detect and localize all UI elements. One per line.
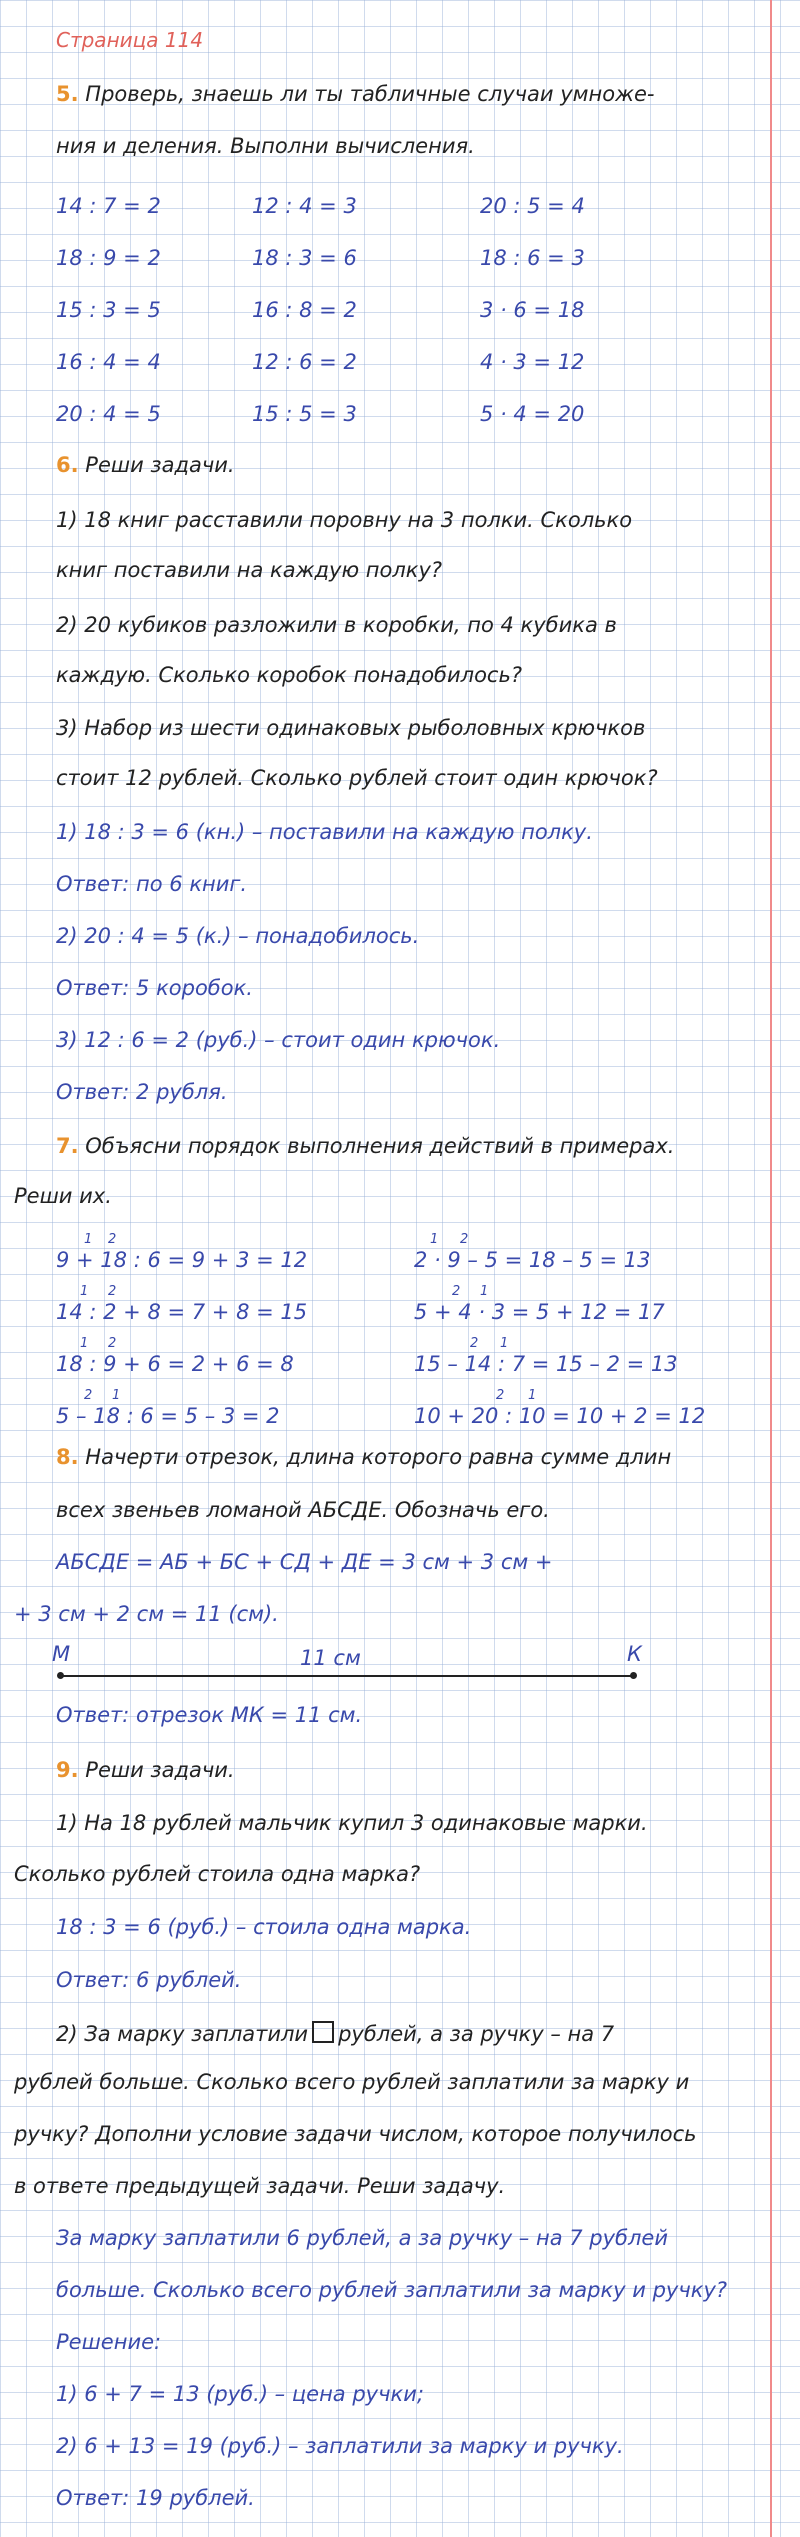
task5-text-line2: ния и деления. Выполни вычисления. xyxy=(56,134,475,158)
task7-left-expression: 18 : 9 + 6 = 2 + 6 = 8 xyxy=(56,1352,294,1376)
task9-step2: 2) 6 + 13 = 19 (руб.) – заплатили за марку и ручку. xyxy=(56,2434,624,2458)
task6-solution1: 1) 18 : 3 = 6 (кн.) – поставили на каждую полку. xyxy=(56,820,593,844)
task5-example: 18 : 6 = 3 xyxy=(480,246,585,270)
task8-text-line2: всех звеньев ломаной АБСДЕ. Обозначь его. xyxy=(56,1498,550,1522)
task9-problem2-line3: ручку? Дополни условие задачи числом, которое получилось xyxy=(14,2122,697,2146)
task8-answer: Ответ: отрезок МК = 11 см. xyxy=(56,1703,363,1727)
task9-problem2-line4: в ответе предыдущей задачи. Реши задачу. xyxy=(14,2174,506,2198)
task7-text-line2: Реши их. xyxy=(14,1184,112,1208)
task7-left-expression: 14 : 2 + 8 = 7 + 8 = 15 xyxy=(56,1300,308,1324)
task9-solution2-line1: За марку заплатили 6 рублей, а за ручку – на 7 рублей xyxy=(56,2226,668,2250)
action-order-number: 2 xyxy=(452,1284,461,1299)
task8-text-line1: 8. Начерти отрезок, длина которого равна сумме длин xyxy=(56,1445,672,1469)
segment-point-k xyxy=(630,1672,637,1679)
task5-example: 16 : 8 = 2 xyxy=(252,298,357,322)
task7-right-expression: 10 + 20 : 10 = 10 + 2 = 12 xyxy=(414,1404,706,1428)
task9-number: 9. xyxy=(56,1758,79,1782)
task8-solution-line2: + 3 см + 2 см = 11 (см). xyxy=(14,1602,279,1626)
action-order-number: 1 xyxy=(528,1388,537,1403)
task7-right-expression: 15 – 14 : 7 = 15 – 2 = 13 xyxy=(414,1352,678,1376)
task5-example: 5 · 4 = 20 xyxy=(480,402,585,426)
task9-problem2-line1: 2) За марку заплатили рублей, а за ручку – на 7 xyxy=(56,2022,615,2046)
task6-answer1: Ответ: по 6 книг. xyxy=(56,872,248,896)
task9-title: 9. Реши задачи. xyxy=(56,1758,235,1782)
task5-example: 20 : 5 = 4 xyxy=(480,194,585,218)
task9-problem1-line2: Сколько рублей стоила одна марка? xyxy=(14,1862,421,1886)
task6-answer2: Ответ: 5 коробок. xyxy=(56,976,253,1000)
task5-example: 4 · 3 = 12 xyxy=(480,350,585,374)
segment-length-label: 11 см xyxy=(300,1646,361,1670)
task9-step1: 1) 6 + 7 = 13 (руб.) – цена ручки; xyxy=(56,2382,424,2406)
task5-example: 14 : 7 = 2 xyxy=(56,194,161,218)
task5-example: 12 : 4 = 3 xyxy=(252,194,357,218)
task5-example: 12 : 6 = 2 xyxy=(252,350,357,374)
page-title: Страница 114 xyxy=(56,28,204,52)
task5-example: 3 · 6 = 18 xyxy=(480,298,585,322)
task5-example: 20 : 4 = 5 xyxy=(56,402,161,426)
task5-number: 5. xyxy=(56,82,79,106)
action-order-number: 2 xyxy=(108,1232,117,1247)
action-order-number: 2 xyxy=(84,1388,93,1403)
task5-example: 18 : 3 = 6 xyxy=(252,246,357,270)
task6-answer3: Ответ: 2 рубля. xyxy=(56,1080,228,1104)
task9-problem2-line2: рублей больше. Сколько всего рублей заплатили за марку и xyxy=(14,2070,690,2094)
segment-end-label: К xyxy=(627,1642,642,1666)
action-order-number: 1 xyxy=(80,1284,89,1299)
action-order-number: 1 xyxy=(80,1336,89,1351)
task6-number: 6. xyxy=(56,453,79,477)
task5-example: 15 : 3 = 5 xyxy=(56,298,161,322)
task7-number: 7. xyxy=(56,1134,79,1158)
solution-label: Решение: xyxy=(56,2330,162,2354)
action-order-number: 2 xyxy=(470,1336,479,1351)
page-margin-line xyxy=(770,0,772,2537)
action-order-number: 2 xyxy=(108,1284,117,1299)
action-order-number: 2 xyxy=(496,1388,505,1403)
task8-solution-line1: АБСДЕ = АБ + БС + СД + ДЕ = 3 см + 3 см + xyxy=(56,1550,553,1574)
task7-right-expression: 5 + 4 · 3 = 5 + 12 = 17 xyxy=(414,1300,665,1324)
task6-solution3: 3) 12 : 6 = 2 (руб.) – стоит один крючок. xyxy=(56,1028,501,1052)
action-order-number: 1 xyxy=(430,1232,439,1247)
segment-start-label: М xyxy=(52,1642,71,1666)
task9-problem1-line1: 1) На 18 рублей мальчик купил 3 одинаковые марки. xyxy=(56,1811,648,1835)
task6-solution2: 2) 20 : 4 = 5 (к.) – понадобилось. xyxy=(56,924,420,948)
task5-example: 15 : 5 = 3 xyxy=(252,402,357,426)
task6-problem2-line2: каждую. Сколько коробок понадобилось? xyxy=(56,663,522,687)
task9-solution2-line2: больше. Сколько всего рублей заплатили за марку и ручку? xyxy=(56,2278,728,2302)
task9-answer2: Ответ: 19 рублей. xyxy=(56,2486,255,2510)
task9-answer1: Ответ: 6 рублей. xyxy=(56,1968,242,1992)
task9-solution1: 18 : 3 = 6 (руб.) – стоила одна марка. xyxy=(56,1915,472,1939)
task6-title: 6. Реши задачи. xyxy=(56,453,235,477)
task6-problem1-line1: 1) 18 книг расставили поровну на 3 полки. Сколько xyxy=(56,508,633,532)
segment-mk-line xyxy=(60,1675,634,1677)
task6-problem1-line2: книг поставили на каждую полку? xyxy=(56,558,443,582)
task8-number: 8. xyxy=(56,1445,79,1469)
task5-example: 18 : 9 = 2 xyxy=(56,246,161,270)
task7-text-line1: 7. Объясни порядок выполнения действий в примерах. xyxy=(56,1134,675,1158)
action-order-number: 1 xyxy=(480,1284,489,1299)
action-order-number: 2 xyxy=(460,1232,469,1247)
task5-text-line1: 5. Проверь, знаешь ли ты табличные случаи умноже- xyxy=(56,82,655,106)
segment-point-m xyxy=(57,1672,64,1679)
action-order-number: 2 xyxy=(108,1336,117,1351)
task6-problem3-line2: стоит 12 рублей. Сколько рублей стоит один крючок? xyxy=(56,766,658,790)
action-order-number: 1 xyxy=(84,1232,93,1247)
task6-problem3-line1: 3) Набор из шести одинаковых рыболовных крючков xyxy=(56,716,646,740)
task6-problem2-line1: 2) 20 кубиков разложили в коробки, по 4 кубика в xyxy=(56,613,617,637)
task7-left-expression: 5 – 18 : 6 = 5 – 3 = 2 xyxy=(56,1404,280,1428)
task5-example: 16 : 4 = 4 xyxy=(56,350,161,374)
task7-left-expression: 9 + 18 : 6 = 9 + 3 = 12 xyxy=(56,1248,308,1272)
action-order-number: 1 xyxy=(500,1336,509,1351)
blank-box xyxy=(312,2021,334,2043)
task7-right-expression: 2 · 9 – 5 = 18 – 5 = 13 xyxy=(414,1248,651,1272)
action-order-number: 1 xyxy=(112,1388,121,1403)
